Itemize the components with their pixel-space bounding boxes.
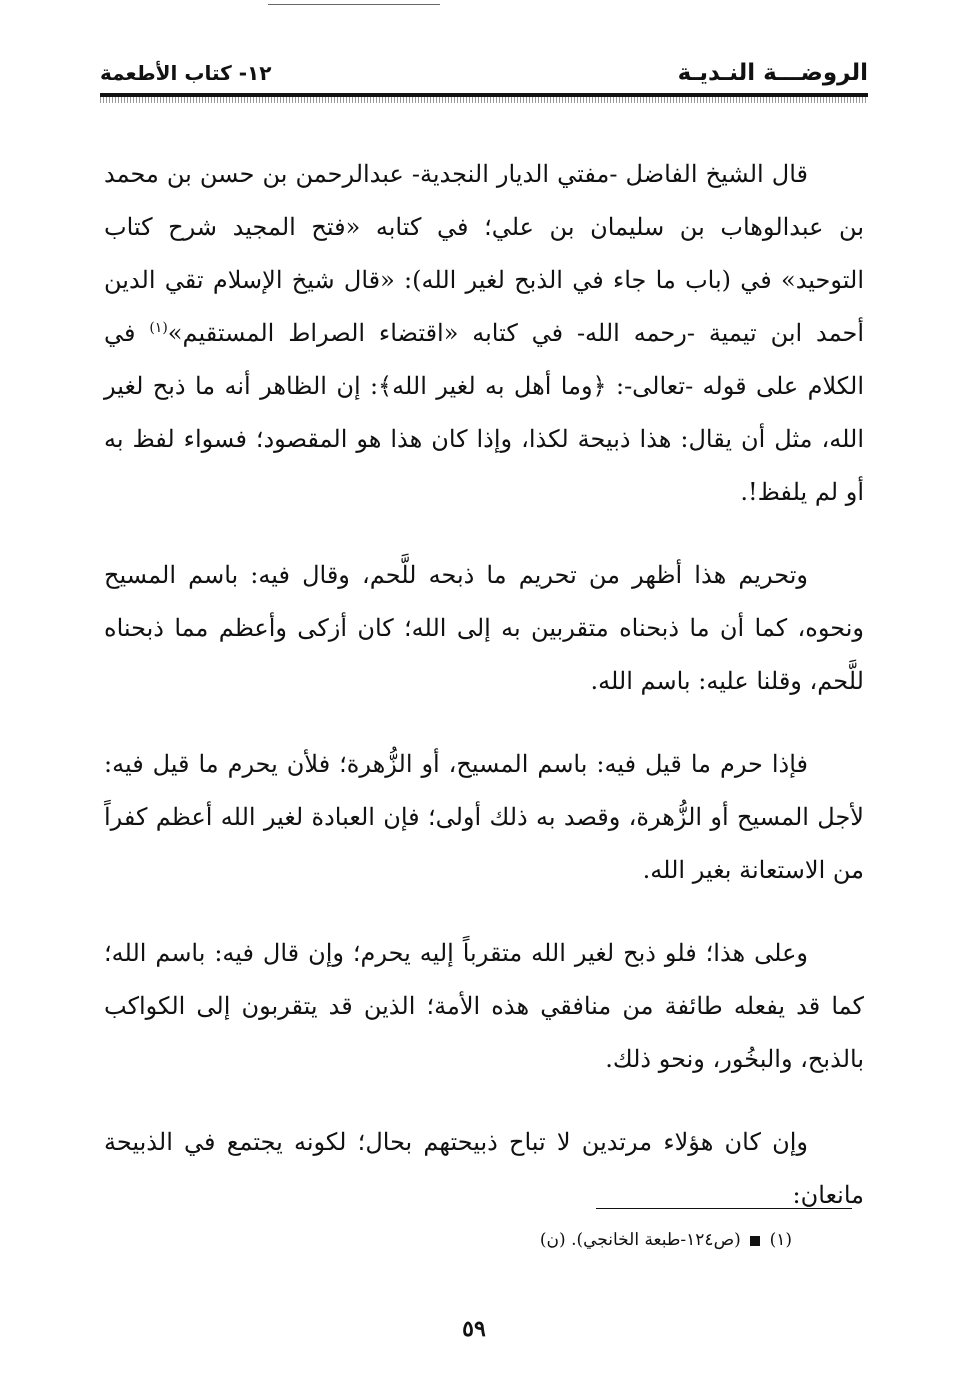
paragraph-3: فإذا حرم ما قيل فيه: باسم المسيح، أو الزُّهرة؛ فلأن يحرم ما قيل فيه: لأجل المسيح أو الزُّهرة، وقصد به ذلك أولى؛ فإن العبادة لغير الله أعظم كفراً من الاستعانة بغير الله. [104, 750, 864, 884]
running-header [100, 56, 868, 90]
paragraph-1-before: قال الشيخ الفاضل -مفتي الديار النجدية- عبدالرحمن بن حسن بن محمد بن عبدالوهاب بن سليمان بن علي؛ في كتابه «فتح المجيد شرح كتاب التوحيد» في (باب ما جاء في الذبح لغير الله): «قال شيخ الإسلام تقي الدين أحمد ابن تيمية -رحمه الله- في كتابه «اقتضاء الصراط المستقيم» [104, 160, 865, 347]
paragraph-1 [104, 148, 864, 519]
chapter-title: ١٢- كتاب الأطعمة [100, 61, 272, 85]
footnote-rule [596, 1208, 852, 1209]
top-rule [268, 4, 440, 5]
square-icon [750, 1236, 760, 1246]
paragraph-1-after: في الكلام على قوله -تعالى-: ﴿وما أهل به لغير الله﴾: إن الظاهر أنه ما ذبح لغير الله، مثل أن يقال: هذا ذبيحة لكذا، وإذا كان هذا هو المقصود؛ فسواء لفظ به أو لم يلفظ!. [104, 319, 864, 506]
page-number: ٥٩ [462, 1316, 486, 1342]
paragraph-5: وإن كان هؤلاء مرتدين لا تباح ذبيحتهم بحال؛ لكونه يجتمع في الذبيحة مانعان: [104, 1128, 864, 1209]
footnote-ref: (١) [149, 320, 168, 336]
paragraph-2: وتحريم هذا أظهر من تحريم ما ذبحه للَّحم، وقال فيه: باسم المسيح ونحوه، كما أن ما ذبحناه متقربين به إلى الله؛ كان أزكى وأعظم مما ذبحناه للَّحم، وقلنا عليه: باسم الله. [104, 561, 864, 695]
book-title: الروضـــة النـديـة [677, 60, 868, 86]
footnote [400, 1227, 792, 1253]
footnote-number: (١) [769, 1230, 792, 1250]
footnote-text: (ص١٢٤-طبعة الخانجي). (ن) [539, 1230, 741, 1250]
body-text [104, 148, 864, 1252]
header-rule-screen [100, 97, 868, 103]
paragraph-4: وعلى هذا؛ فلو ذبح لغير الله متقرباً إليه يحرم؛ وإن قال فيه: باسم الله؛ كما قد يفعله طائفة من منافقي هذه الأمة؛ الذين قد يتقربون إلى الكواكب بالذبح، والبخُور، ونحو ذلك. [104, 939, 864, 1073]
